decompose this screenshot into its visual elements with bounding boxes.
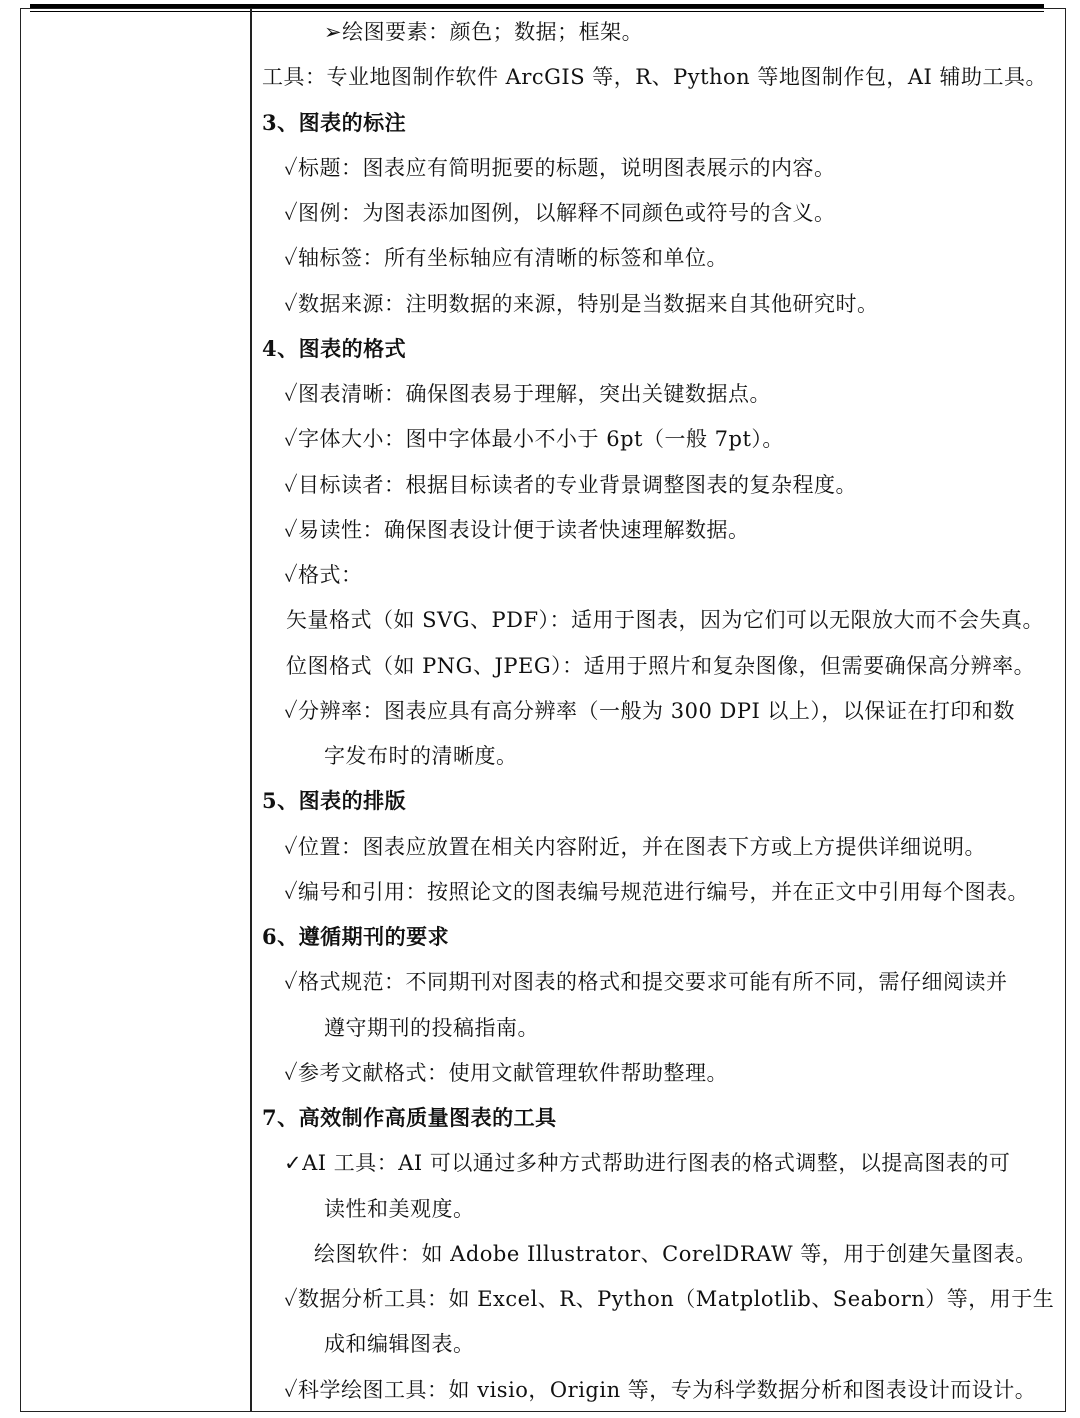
text-line: ✓分辨率：图表应具有高分辨率（一般为 300 DPI 以上），以保证在打印和数 <box>284 698 1015 723</box>
section-heading: 6、遵循期刊的要求 <box>262 924 450 949</box>
text-line: ✓参考文献格式：使用文献管理软件帮助整理。 <box>284 1060 729 1085</box>
text-line: ✓字体大小：图中字体最小不小于 6pt（一般 7pt）。 <box>284 427 784 452</box>
text-line: ✓轴标签：所有坐标轴应有清晰的标签和单位。 <box>284 246 729 271</box>
text-line: ✓数据分析工具：如 Excel、R、Python（Matplotlib、Seaborn）等，用于生 <box>284 1287 1055 1311</box>
text-line: 位图格式（如 PNG、JPEG）：适用于照片和复杂图像，但需要确保高分辨率。 <box>286 653 1036 678</box>
text-line: 工具：专业地图制作软件 ArcGIS 等，R、Python 等地图制作包，AI 辅助工具。 <box>262 65 1048 90</box>
text-line: ✓易读性：确保图表设计便于读者快速理解数据。 <box>284 517 750 542</box>
text-line: 字发布时的清晰度。 <box>324 744 518 768</box>
section-heading: 5、图表的排版 <box>262 788 407 814</box>
text-line: ✓AI 工具：AI 可以通过多种方式帮助进行图表的格式调整，以提高图表的可 <box>284 1151 1011 1176</box>
text-line: ➢绘图要素：颜色；数据；框架。 <box>324 20 644 44</box>
text-line: ✓图表清晰：确保图表易于理解，突出关键数据点。 <box>284 382 772 406</box>
section-heading: 4、图表的格式 <box>262 335 407 361</box>
text-line: ✓编号和引用：按照论文的图表编号规范进行编号，并在正文中引用每个图表。 <box>284 879 1030 904</box>
section-heading: 7、高效制作高质量图表的工具 <box>262 1105 557 1130</box>
text-line: ✓目标读者：根据目标读者的专业背景调整图表的复杂程度。 <box>284 472 858 497</box>
document-content <box>262 10 1062 1410</box>
section-heading: 3、图表的标注 <box>262 109 407 135</box>
text-line: ✓格式： <box>284 563 363 587</box>
text-line: ✓格式规范：不同期刊对图表的格式和提交要求可能有所不同，需仔细阅读并 <box>284 970 1008 995</box>
text-line: ✓数据来源：注明数据的来源，特别是当数据来自其他研究时。 <box>284 291 879 316</box>
text-line: 矢量格式（如 SVG、PDF）：适用于图表，因为它们可以无限放大而不会失真。 <box>286 608 1045 633</box>
text-line: ✓位置：图表应放置在相关内容附近，并在图表下方或上方提供详细说明。 <box>284 834 987 859</box>
text-line: ✓标题：图表应有简明扼要的标题，说明图表展示的内容。 <box>284 155 836 180</box>
text-line: ✓图例：为图表添加图例，以解释不同颜色或符号的含义。 <box>284 201 836 225</box>
text-line: ✓科学绘图工具：如 visio，Origin 等，专为科学数据分析和图表设计而设计。 <box>284 1377 1037 1402</box>
text-line: 绘图软件：如 Adobe Illustrator、CorelDRAW 等，用于创建矢量图表。 <box>314 1241 1037 1266</box>
text-line: 成和编辑图表。 <box>324 1332 475 1357</box>
text-line: 遵守期刊的投稿指南。 <box>324 1015 539 1040</box>
text-line: 读性和美观度。 <box>324 1196 475 1221</box>
column-divider <box>250 8 252 1412</box>
